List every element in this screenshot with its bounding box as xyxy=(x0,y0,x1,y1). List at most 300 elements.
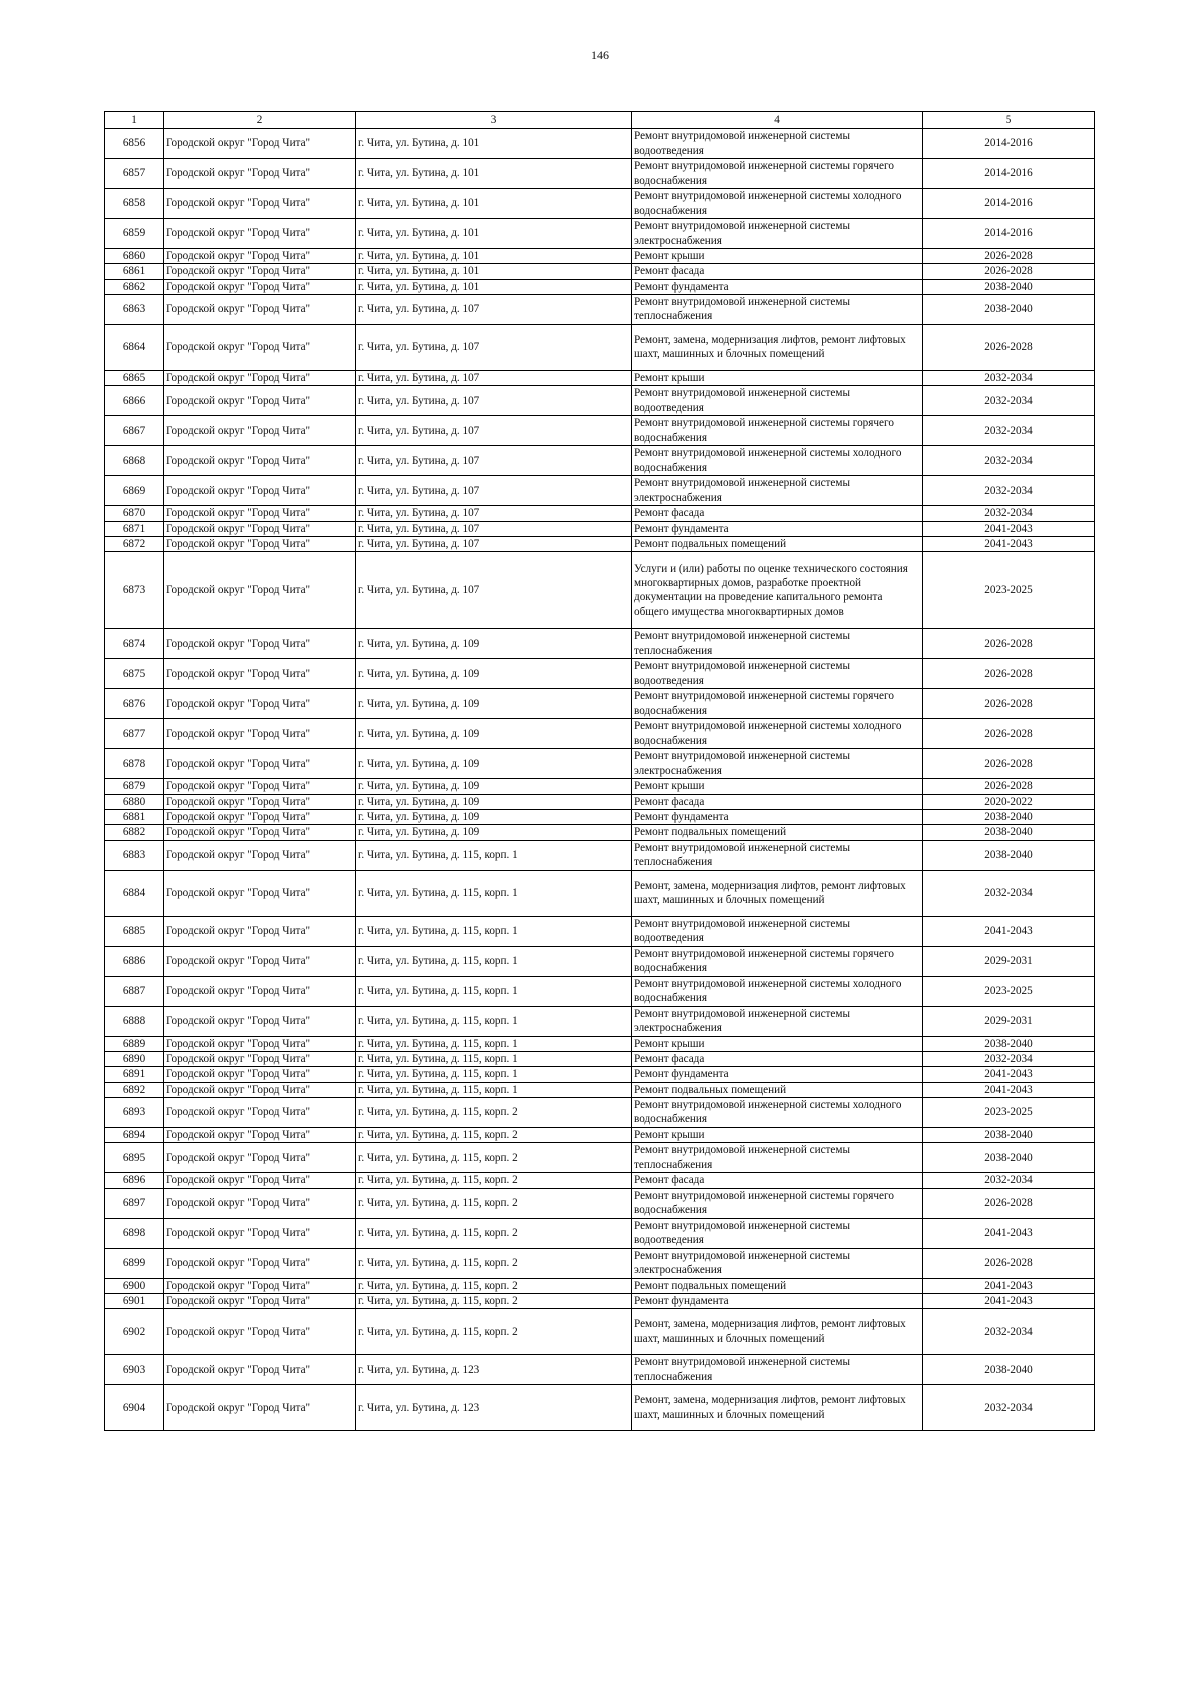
row-number-cell: 6864 xyxy=(105,324,164,370)
address-cell: г. Чита, ул. Бутина, д. 115, корп. 2 xyxy=(356,1218,632,1248)
period-cell: 2032-2034 xyxy=(923,1051,1095,1066)
period-cell: 2023-2025 xyxy=(923,976,1095,1006)
municipality-cell: Городской округ "Город Чита" xyxy=(164,1036,356,1051)
period-cell: 2023-2025 xyxy=(923,552,1095,629)
address-cell: г. Чита, ул. Бутина, д. 107 xyxy=(356,370,632,385)
row-number-cell: 6873 xyxy=(105,552,164,629)
table-row xyxy=(105,370,1095,385)
column-header-5: 5 xyxy=(923,112,1095,129)
address-cell: г. Чита, ул. Бутина, д. 107 xyxy=(356,416,632,446)
table-row xyxy=(105,536,1095,551)
municipality-cell: Городской округ "Город Чита" xyxy=(164,1097,356,1127)
period-cell: 2032-2034 xyxy=(923,1173,1095,1188)
row-number-cell: 6856 xyxy=(105,129,164,159)
table-row xyxy=(105,689,1095,719)
work-type-cell: Ремонт фундамента xyxy=(632,1293,923,1308)
work-type-cell: Ремонт крыши xyxy=(632,1127,923,1142)
table-row xyxy=(105,1278,1095,1293)
period-cell: 2026-2028 xyxy=(923,324,1095,370)
table-row xyxy=(105,159,1095,189)
municipality-cell: Городской округ "Город Чита" xyxy=(164,1248,356,1278)
municipality-cell: Городской округ "Город Чита" xyxy=(164,1385,356,1431)
work-type-cell: Ремонт подвальных помещений xyxy=(632,1082,923,1097)
municipality-cell: Городской округ "Город Чита" xyxy=(164,506,356,521)
address-cell: г. Чита, ул. Бутина, д. 115, корп. 1 xyxy=(356,1036,632,1051)
address-cell: г. Чита, ул. Бутина, д. 107 xyxy=(356,476,632,506)
municipality-cell: Городской округ "Город Чита" xyxy=(164,1309,356,1355)
municipality-cell: Городской округ "Город Чита" xyxy=(164,1067,356,1082)
address-cell: г. Чита, ул. Бутина, д. 101 xyxy=(356,219,632,249)
table-row xyxy=(105,1293,1095,1308)
municipality-cell: Городской округ "Город Чита" xyxy=(164,629,356,659)
address-cell: г. Чита, ул. Бутина, д. 115, корп. 1 xyxy=(356,1006,632,1036)
municipality-cell: Городской округ "Город Чита" xyxy=(164,159,356,189)
work-type-cell: Ремонт внутридомовой инженерной системы электроснабжения xyxy=(632,219,923,249)
row-number-cell: 6894 xyxy=(105,1127,164,1142)
table-row xyxy=(105,976,1095,1006)
address-cell: г. Чита, ул. Бутина, д. 107 xyxy=(356,324,632,370)
table-row xyxy=(105,416,1095,446)
table-row xyxy=(105,506,1095,521)
row-number-cell: 6870 xyxy=(105,506,164,521)
period-cell: 2029-2031 xyxy=(923,946,1095,976)
work-type-cell: Ремонт внутридомовой инженерной системы водоотведения xyxy=(632,659,923,689)
repair-schedule-table xyxy=(104,111,1095,1431)
municipality-cell: Городской округ "Город Чита" xyxy=(164,825,356,840)
work-type-cell: Ремонт, замена, модернизация лифтов, ремонт лифтовых шахт, машинных и блочных помещений xyxy=(632,1385,923,1431)
period-cell: 2038-2040 xyxy=(923,825,1095,840)
address-cell: г. Чита, ул. Бутина, д. 101 xyxy=(356,159,632,189)
row-number-cell: 6877 xyxy=(105,719,164,749)
work-type-cell: Ремонт фундамента xyxy=(632,809,923,824)
table-row xyxy=(105,386,1095,416)
table-row xyxy=(105,249,1095,264)
work-type-cell: Ремонт подвальных помещений xyxy=(632,536,923,551)
municipality-cell: Городской округ "Город Чита" xyxy=(164,476,356,506)
table-row xyxy=(105,659,1095,689)
municipality-cell: Городской округ "Город Чита" xyxy=(164,1127,356,1142)
work-type-cell: Ремонт крыши xyxy=(632,779,923,794)
address-cell: г. Чита, ул. Бутина, д. 107 xyxy=(356,536,632,551)
period-cell: 2032-2034 xyxy=(923,370,1095,385)
row-number-cell: 6903 xyxy=(105,1355,164,1385)
municipality-cell: Городской округ "Город Чита" xyxy=(164,1355,356,1385)
table-row xyxy=(105,1127,1095,1142)
row-number-cell: 6872 xyxy=(105,536,164,551)
table-row xyxy=(105,1082,1095,1097)
row-number-cell: 6861 xyxy=(105,264,164,279)
work-type-cell: Ремонт внутридомовой инженерной системы теплоснабжения xyxy=(632,294,923,324)
work-type-cell: Ремонт внутридомовой инженерной системы теплоснабжения xyxy=(632,1355,923,1385)
row-number-cell: 6875 xyxy=(105,659,164,689)
period-cell: 2014-2016 xyxy=(923,129,1095,159)
row-number-cell: 6868 xyxy=(105,446,164,476)
address-cell: г. Чита, ул. Бутина, д. 109 xyxy=(356,689,632,719)
address-cell: г. Чита, ул. Бутина, д. 115, корп. 1 xyxy=(356,976,632,1006)
table-row xyxy=(105,279,1095,294)
row-number-cell: 6874 xyxy=(105,629,164,659)
period-cell: 2041-2043 xyxy=(923,1293,1095,1308)
period-cell: 2026-2028 xyxy=(923,1188,1095,1218)
municipality-cell: Городской округ "Город Чита" xyxy=(164,1278,356,1293)
row-number-cell: 6881 xyxy=(105,809,164,824)
address-cell: г. Чита, ул. Бутина, д. 101 xyxy=(356,129,632,159)
table-row xyxy=(105,794,1095,809)
row-number-cell: 6889 xyxy=(105,1036,164,1051)
table-row xyxy=(105,264,1095,279)
municipality-cell: Городской округ "Город Чита" xyxy=(164,1293,356,1308)
work-type-cell: Ремонт внутридомовой инженерной системы горячего водоснабжения xyxy=(632,689,923,719)
row-number-cell: 6887 xyxy=(105,976,164,1006)
municipality-cell: Городской округ "Город Чита" xyxy=(164,1188,356,1218)
period-cell: 2020-2022 xyxy=(923,794,1095,809)
row-number-cell: 6891 xyxy=(105,1067,164,1082)
work-type-cell: Услуги и (или) работы по оценке технического состояния многоквартирных домов, разработке проектной документации на проведение капитального ремонта общего имущества многоквартирных домов xyxy=(632,552,923,629)
table-row xyxy=(105,1051,1095,1066)
work-type-cell: Ремонт внутридомовой инженерной системы теплоснабжения xyxy=(632,840,923,870)
work-type-cell: Ремонт фасада xyxy=(632,506,923,521)
period-cell: 2014-2016 xyxy=(923,159,1095,189)
period-cell: 2026-2028 xyxy=(923,249,1095,264)
municipality-cell: Городской округ "Город Чита" xyxy=(164,794,356,809)
address-cell: г. Чита, ул. Бутина, д. 109 xyxy=(356,749,632,779)
address-cell: г. Чита, ул. Бутина, д. 107 xyxy=(356,552,632,629)
period-cell: 2032-2034 xyxy=(923,476,1095,506)
table-row xyxy=(105,1036,1095,1051)
row-number-cell: 6900 xyxy=(105,1278,164,1293)
work-type-cell: Ремонт внутридомовой инженерной системы холодного водоснабжения xyxy=(632,446,923,476)
municipality-cell: Городской округ "Город Чита" xyxy=(164,386,356,416)
row-number-cell: 6882 xyxy=(105,825,164,840)
table-row xyxy=(105,1097,1095,1127)
table-row xyxy=(105,521,1095,536)
address-cell: г. Чита, ул. Бутина, д. 107 xyxy=(356,521,632,536)
municipality-cell: Городской округ "Город Чита" xyxy=(164,416,356,446)
work-type-cell: Ремонт внутридомовой инженерной системы горячего водоснабжения xyxy=(632,416,923,446)
table-row xyxy=(105,1385,1095,1431)
table-row xyxy=(105,779,1095,794)
period-cell: 2038-2040 xyxy=(923,1143,1095,1173)
municipality-cell: Городской округ "Город Чита" xyxy=(164,1006,356,1036)
header-row xyxy=(105,112,1095,129)
row-number-cell: 6896 xyxy=(105,1173,164,1188)
address-cell: г. Чита, ул. Бутина, д. 123 xyxy=(356,1355,632,1385)
period-cell: 2032-2034 xyxy=(923,1385,1095,1431)
row-number-cell: 6884 xyxy=(105,870,164,916)
address-cell: г. Чита, ул. Бутина, д. 101 xyxy=(356,249,632,264)
row-number-cell: 6859 xyxy=(105,219,164,249)
row-number-cell: 6901 xyxy=(105,1293,164,1308)
row-number-cell: 6904 xyxy=(105,1385,164,1431)
work-type-cell: Ремонт фундамента xyxy=(632,279,923,294)
period-cell: 2041-2043 xyxy=(923,521,1095,536)
address-cell: г. Чита, ул. Бутина, д. 109 xyxy=(356,794,632,809)
table-row xyxy=(105,1248,1095,1278)
work-type-cell: Ремонт внутридомовой инженерной системы водоотведения xyxy=(632,1218,923,1248)
address-cell: г. Чита, ул. Бутина, д. 115, корп. 1 xyxy=(356,840,632,870)
work-type-cell: Ремонт, замена, модернизация лифтов, ремонт лифтовых шахт, машинных и блочных помещений xyxy=(632,324,923,370)
table-row xyxy=(105,129,1095,159)
table-row xyxy=(105,1143,1095,1173)
work-type-cell: Ремонт крыши xyxy=(632,249,923,264)
work-type-cell: Ремонт фасада xyxy=(632,1173,923,1188)
period-cell: 2026-2028 xyxy=(923,659,1095,689)
work-type-cell: Ремонт, замена, модернизация лифтов, ремонт лифтовых шахт, машинных и блочных помещений xyxy=(632,1309,923,1355)
address-cell: г. Чита, ул. Бутина, д. 115, корп. 1 xyxy=(356,916,632,946)
table-body xyxy=(105,129,1095,1431)
work-type-cell: Ремонт внутридомовой инженерной системы электроснабжения xyxy=(632,749,923,779)
period-cell: 2026-2028 xyxy=(923,779,1095,794)
table-row xyxy=(105,749,1095,779)
row-number-cell: 6857 xyxy=(105,159,164,189)
period-cell: 2032-2034 xyxy=(923,416,1095,446)
work-type-cell: Ремонт внутридомовой инженерной системы электроснабжения xyxy=(632,1006,923,1036)
period-cell: 2041-2043 xyxy=(923,916,1095,946)
municipality-cell: Городской округ "Город Чита" xyxy=(164,916,356,946)
period-cell: 2041-2043 xyxy=(923,1067,1095,1082)
municipality-cell: Городской округ "Город Чита" xyxy=(164,659,356,689)
work-type-cell: Ремонт фундамента xyxy=(632,521,923,536)
period-cell: 2014-2016 xyxy=(923,189,1095,219)
column-header-4: 4 xyxy=(632,112,923,129)
table-row xyxy=(105,1355,1095,1385)
row-number-cell: 6897 xyxy=(105,1188,164,1218)
address-cell: г. Чита, ул. Бутина, д. 107 xyxy=(356,386,632,416)
work-type-cell: Ремонт фасада xyxy=(632,794,923,809)
table-row xyxy=(105,825,1095,840)
period-cell: 2014-2016 xyxy=(923,219,1095,249)
municipality-cell: Городской округ "Город Чита" xyxy=(164,840,356,870)
address-cell: г. Чита, ул. Бутина, д. 115, корп. 1 xyxy=(356,1051,632,1066)
municipality-cell: Городской округ "Город Чита" xyxy=(164,976,356,1006)
table-row xyxy=(105,446,1095,476)
period-cell: 2026-2028 xyxy=(923,719,1095,749)
row-number-cell: 6895 xyxy=(105,1143,164,1173)
period-cell: 2032-2034 xyxy=(923,446,1095,476)
address-cell: г. Чита, ул. Бутина, д. 109 xyxy=(356,809,632,824)
table-row xyxy=(105,1188,1095,1218)
work-type-cell: Ремонт фасада xyxy=(632,1051,923,1066)
period-cell: 2038-2040 xyxy=(923,294,1095,324)
address-cell: г. Чита, ул. Бутина, д. 107 xyxy=(356,506,632,521)
address-cell: г. Чита, ул. Бутина, д. 115, корп. 1 xyxy=(356,1067,632,1082)
address-cell: г. Чита, ул. Бутина, д. 109 xyxy=(356,719,632,749)
row-number-cell: 6902 xyxy=(105,1309,164,1355)
work-type-cell: Ремонт внутридомовой инженерной системы холодного водоснабжения xyxy=(632,719,923,749)
row-number-cell: 6867 xyxy=(105,416,164,446)
work-type-cell: Ремонт крыши xyxy=(632,370,923,385)
municipality-cell: Городской округ "Город Чита" xyxy=(164,1143,356,1173)
period-cell: 2041-2043 xyxy=(923,1278,1095,1293)
address-cell: г. Чита, ул. Бутина, д. 115, корп. 1 xyxy=(356,870,632,916)
work-type-cell: Ремонт внутридомовой инженерной системы водоотведения xyxy=(632,386,923,416)
municipality-cell: Городской округ "Город Чита" xyxy=(164,249,356,264)
period-cell: 2026-2028 xyxy=(923,629,1095,659)
address-cell: г. Чита, ул. Бутина, д. 115, корп. 2 xyxy=(356,1248,632,1278)
address-cell: г. Чита, ул. Бутина, д. 107 xyxy=(356,446,632,476)
table-row xyxy=(105,840,1095,870)
row-number-cell: 6876 xyxy=(105,689,164,719)
table-row xyxy=(105,552,1095,629)
work-type-cell: Ремонт внутридомовой инженерной системы электроснабжения xyxy=(632,476,923,506)
period-cell: 2038-2040 xyxy=(923,840,1095,870)
address-cell: г. Чита, ул. Бутина, д. 115, корп. 1 xyxy=(356,1082,632,1097)
row-number-cell: 6899 xyxy=(105,1248,164,1278)
address-cell: г. Чита, ул. Бутина, д. 115, корп. 2 xyxy=(356,1278,632,1293)
table-row xyxy=(105,219,1095,249)
period-cell: 2032-2034 xyxy=(923,386,1095,416)
work-type-cell: Ремонт внутридомовой инженерной системы теплоснабжения xyxy=(632,1143,923,1173)
municipality-cell: Городской округ "Город Чита" xyxy=(164,809,356,824)
work-type-cell: Ремонт внутридомовой инженерной системы холодного водоснабжения xyxy=(632,976,923,1006)
work-type-cell: Ремонт внутридомовой инженерной системы холодного водоснабжения xyxy=(632,1097,923,1127)
municipality-cell: Городской округ "Город Чита" xyxy=(164,129,356,159)
row-number-cell: 6862 xyxy=(105,279,164,294)
municipality-cell: Городской округ "Город Чита" xyxy=(164,1218,356,1248)
address-cell: г. Чита, ул. Бутина, д. 115, корп. 2 xyxy=(356,1309,632,1355)
row-number-cell: 6880 xyxy=(105,794,164,809)
table-row xyxy=(105,629,1095,659)
period-cell: 2032-2034 xyxy=(923,506,1095,521)
table-row xyxy=(105,1309,1095,1355)
work-type-cell: Ремонт внутридомовой инженерной системы горячего водоснабжения xyxy=(632,1188,923,1218)
work-type-cell: Ремонт крыши xyxy=(632,1036,923,1051)
address-cell: г. Чита, ул. Бутина, д. 109 xyxy=(356,825,632,840)
row-number-cell: 6865 xyxy=(105,370,164,385)
row-number-cell: 6892 xyxy=(105,1082,164,1097)
table-row xyxy=(105,809,1095,824)
row-number-cell: 6886 xyxy=(105,946,164,976)
period-cell: 2032-2034 xyxy=(923,870,1095,916)
row-number-cell: 6869 xyxy=(105,476,164,506)
column-header-1: 1 xyxy=(105,112,164,129)
municipality-cell: Городской округ "Город Чита" xyxy=(164,536,356,551)
row-number-cell: 6898 xyxy=(105,1218,164,1248)
address-cell: г. Чита, ул. Бутина, д. 109 xyxy=(356,659,632,689)
page-number: 146 xyxy=(591,48,609,62)
row-number-cell: 6871 xyxy=(105,521,164,536)
work-type-cell: Ремонт внутридомовой инженерной системы горячего водоснабжения xyxy=(632,946,923,976)
work-type-cell: Ремонт подвальных помещений xyxy=(632,1278,923,1293)
municipality-cell: Городской округ "Город Чита" xyxy=(164,719,356,749)
row-number-cell: 6858 xyxy=(105,189,164,219)
table-row xyxy=(105,946,1095,976)
row-number-cell: 6890 xyxy=(105,1051,164,1066)
period-cell: 2032-2034 xyxy=(923,1309,1095,1355)
row-number-cell: 6885 xyxy=(105,916,164,946)
municipality-cell: Городской округ "Город Чита" xyxy=(164,189,356,219)
row-number-cell: 6893 xyxy=(105,1097,164,1127)
period-cell: 2038-2040 xyxy=(923,1355,1095,1385)
table-row xyxy=(105,476,1095,506)
column-header-2: 2 xyxy=(164,112,356,129)
work-type-cell: Ремонт подвальных помещений xyxy=(632,825,923,840)
period-cell: 2041-2043 xyxy=(923,536,1095,551)
row-number-cell: 6866 xyxy=(105,386,164,416)
municipality-cell: Городской округ "Город Чита" xyxy=(164,870,356,916)
municipality-cell: Городской округ "Город Чита" xyxy=(164,1051,356,1066)
table-row xyxy=(105,324,1095,370)
table-row xyxy=(105,1006,1095,1036)
municipality-cell: Городской округ "Город Чита" xyxy=(164,264,356,279)
work-type-cell: Ремонт фасада xyxy=(632,264,923,279)
period-cell: 2023-2025 xyxy=(923,1097,1095,1127)
period-cell: 2026-2028 xyxy=(923,689,1095,719)
municipality-cell: Городской округ "Город Чита" xyxy=(164,370,356,385)
municipality-cell: Городской округ "Город Чита" xyxy=(164,749,356,779)
municipality-cell: Городской округ "Город Чита" xyxy=(164,294,356,324)
address-cell: г. Чита, ул. Бутина, д. 115, корп. 1 xyxy=(356,946,632,976)
work-type-cell: Ремонт внутридомовой инженерной системы электроснабжения xyxy=(632,1248,923,1278)
work-type-cell: Ремонт внутридомовой инженерной системы водоотведения xyxy=(632,129,923,159)
row-number-cell: 6879 xyxy=(105,779,164,794)
work-type-cell: Ремонт, замена, модернизация лифтов, ремонт лифтовых шахт, машинных и блочных помещений xyxy=(632,870,923,916)
address-cell: г. Чита, ул. Бутина, д. 115, корп. 2 xyxy=(356,1143,632,1173)
period-cell: 2038-2040 xyxy=(923,1127,1095,1142)
period-cell: 2026-2028 xyxy=(923,749,1095,779)
municipality-cell: Городской округ "Город Чита" xyxy=(164,552,356,629)
table-row xyxy=(105,1218,1095,1248)
address-cell: г. Чита, ул. Бутина, д. 115, корп. 2 xyxy=(356,1173,632,1188)
table-header xyxy=(105,112,1095,129)
municipality-cell: Городской округ "Город Чита" xyxy=(164,219,356,249)
row-number-cell: 6883 xyxy=(105,840,164,870)
municipality-cell: Городской округ "Город Чита" xyxy=(164,446,356,476)
table-row xyxy=(105,870,1095,916)
municipality-cell: Городской округ "Город Чита" xyxy=(164,779,356,794)
column-header-3: 3 xyxy=(356,112,632,129)
address-cell: г. Чита, ул. Бутина, д. 107 xyxy=(356,294,632,324)
municipality-cell: Городской округ "Город Чита" xyxy=(164,689,356,719)
table-row xyxy=(105,719,1095,749)
period-cell: 2026-2028 xyxy=(923,1248,1095,1278)
address-cell: г. Чита, ул. Бутина, д. 115, корп. 2 xyxy=(356,1293,632,1308)
work-type-cell: Ремонт фундамента xyxy=(632,1067,923,1082)
municipality-cell: Городской округ "Город Чита" xyxy=(164,946,356,976)
address-cell: г. Чита, ул. Бутина, д. 101 xyxy=(356,264,632,279)
municipality-cell: Городской округ "Город Чита" xyxy=(164,1173,356,1188)
address-cell: г. Чита, ул. Бутина, д. 101 xyxy=(356,279,632,294)
municipality-cell: Городской округ "Город Чита" xyxy=(164,279,356,294)
address-cell: г. Чита, ул. Бутина, д. 115, корп. 2 xyxy=(356,1097,632,1127)
table-row xyxy=(105,294,1095,324)
address-cell: г. Чита, ул. Бутина, д. 115, корп. 2 xyxy=(356,1127,632,1142)
period-cell: 2041-2043 xyxy=(923,1082,1095,1097)
row-number-cell: 6878 xyxy=(105,749,164,779)
municipality-cell: Городской округ "Город Чита" xyxy=(164,1082,356,1097)
period-cell: 2041-2043 xyxy=(923,1218,1095,1248)
period-cell: 2038-2040 xyxy=(923,279,1095,294)
period-cell: 2029-2031 xyxy=(923,1006,1095,1036)
address-cell: г. Чита, ул. Бутина, д. 109 xyxy=(356,629,632,659)
address-cell: г. Чита, ул. Бутина, д. 109 xyxy=(356,779,632,794)
table-row xyxy=(105,189,1095,219)
period-cell: 2026-2028 xyxy=(923,264,1095,279)
period-cell: 2038-2040 xyxy=(923,1036,1095,1051)
work-type-cell: Ремонт внутридомовой инженерной системы теплоснабжения xyxy=(632,629,923,659)
table-row xyxy=(105,1067,1095,1082)
row-number-cell: 6863 xyxy=(105,294,164,324)
period-cell: 2038-2040 xyxy=(923,809,1095,824)
work-type-cell: Ремонт внутридомовой инженерной системы горячего водоснабжения xyxy=(632,159,923,189)
address-cell: г. Чита, ул. Бутина, д. 101 xyxy=(356,189,632,219)
work-type-cell: Ремонт внутридомовой инженерной системы водоотведения xyxy=(632,916,923,946)
municipality-cell: Городской округ "Город Чита" xyxy=(164,521,356,536)
address-cell: г. Чита, ул. Бутина, д. 115, корп. 2 xyxy=(356,1188,632,1218)
municipality-cell: Городской округ "Город Чита" xyxy=(164,324,356,370)
row-number-cell: 6888 xyxy=(105,1006,164,1036)
address-cell: г. Чита, ул. Бутина, д. 123 xyxy=(356,1385,632,1431)
